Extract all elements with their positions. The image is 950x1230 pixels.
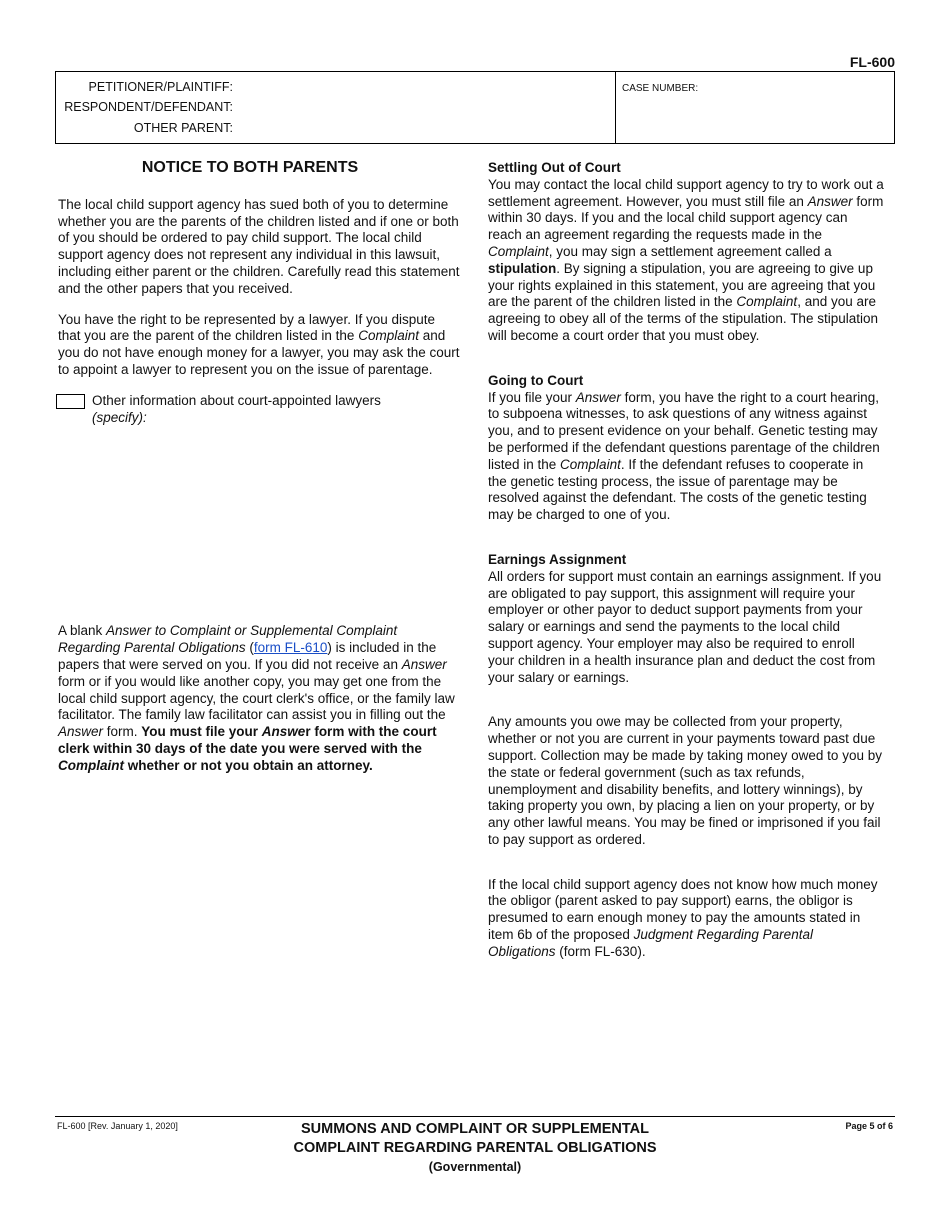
going-heading: Going to Court [488, 372, 584, 388]
earnings-section [488, 552, 884, 686]
text-bold: You must file your [141, 724, 262, 740]
text: A blank [58, 623, 107, 639]
other-parent-label: OTHER PARENT: [133, 121, 233, 135]
going-section [488, 373, 884, 524]
caption-box [55, 71, 895, 144]
footer-title-line3: (Governmental) [428, 1160, 522, 1174]
text: You have the right to be represented by a lawyer. If you dispute that you are the parent of the children listed in the [58, 311, 435, 344]
left-column [58, 160, 460, 775]
checkbox-label [92, 393, 381, 427]
text-bold-italic: Complaint [58, 757, 124, 773]
answer-paragraph [58, 623, 460, 774]
lawyer-paragraph [58, 312, 460, 379]
form-id: FL-600 [849, 54, 895, 70]
party-fields [56, 72, 616, 143]
text-bold: r form with the court clerk within 30 days of the date you were served with the [58, 724, 437, 756]
text-bold: whether or not you obtain an attorney. [124, 757, 373, 773]
petitioner-label: PETITIONER/PLAINTIFF: [88, 80, 233, 94]
case-number-field[interactable] [616, 72, 894, 143]
text-italic: Answer [401, 656, 447, 672]
going-text: If you file your Answer form, you have the right to a court hearing, to subpoena witnesses, to ask questions of any witness against you, and to present evidence on your behalf. Genetic testing may be performed if the defendant questions parentage of the children listed in the Complaint. If the defendant refuses to cooperate in the genetic testing process, the issue of parentage may be resolved against the defendant. The costs of the genetic testing may be charged to one of you. [488, 389, 880, 523]
text: form or if you would like another copy, you may get one from the local child support agency, the court clerk's office, or the family law facilitator. The family law facilitator can assist you in filling out the [58, 673, 455, 723]
text: form. [103, 724, 142, 740]
amounts-paragraph: Any amounts you owe may be collected from your property, whether or not you are current in your payments toward past due support. Collection may be made by taking money owed to you by the state or federal government (such as tax refunds, unemployment and disability benefits, and lottery winnings), by taking property you own, by placing a lien on your property, or by any other lawful means. You may be fined or imprisoned if you fail to pay support as ordered. [488, 714, 882, 847]
text-italic: Answer to Complaint or Supplemental Complaint Regarding Parental Obligations [58, 623, 398, 656]
specify-text: (specify): [92, 409, 147, 425]
form-revision: FL-600 [Rev. January 1, 2020] [57, 1121, 178, 1131]
earnings-heading: Earnings Assignment [488, 551, 627, 567]
form-fl-610-link[interactable]: form FL-610 [253, 640, 328, 656]
text: ) is included in the papers that were served on you. If you did not receive an [58, 640, 437, 672]
settling-text: You may contact the local child support agency to try to work out a settlement agreement. However, you must still file an Answer form within 30 days. If you and the local child support agency can reach an agreement regarding the requests made in the Complaint, you may sign a settlement agreement called a stipulation. By signing a stipulation, you are agreeing to give up your rights explained in this statement, you are agreeing that you are the parent of the children listed in the Complaint, and you are agreeing to obey all of the terms of the stipulation. The stipulation will become a court order that you must obey. [488, 176, 884, 343]
page-number: Page 5 of 6 [845, 1121, 893, 1131]
text-bold-italic: Answe [261, 724, 306, 740]
respondent-label: RESPONDENT/DEFENDANT: [64, 100, 233, 114]
footer-title [250, 1120, 700, 1177]
earnings-text: All orders for support must contain an earnings assignment. If you are obligated to pay support, this assignment will require your employer or other payor to deduct support payments from your salary or earnings and send the payments to the local child support agency. Your employer may also be required to enroll your children in a health insurance plan and deduct the cost from your salary or earnings. [488, 568, 882, 685]
text: ( [245, 640, 254, 656]
text-italic: Complaint [358, 328, 419, 344]
footer-title-line1: SUMMONS AND COMPLAINT OR SUPPLEMENTAL [301, 1121, 649, 1137]
settling-section [488, 160, 884, 345]
court-lawyers-checkbox[interactable] [56, 394, 85, 409]
settling-heading: Settling Out of Court [488, 160, 621, 175]
right-column [488, 160, 884, 961]
footer-divider [55, 1116, 895, 1117]
checkbox-text: Other information about court-appointed lawyers [92, 392, 381, 408]
court-lawyers-option [56, 393, 460, 427]
obligor-paragraph: If the local child support agency does not know how much money the obligor (parent asked to pay support) earns, the obligor is presumed to earn enough money to pay the amounts stated in item 6b of the proposed Judgment Regarding Parental Obligations (form FL-630). [488, 876, 878, 959]
notice-title: NOTICE TO BOTH PARENTS [141, 159, 359, 176]
footer-title-line2: COMPLAINT REGARDING PARENTAL OBLIGATIONS [293, 1140, 657, 1156]
case-number-label: CASE NUMBER: [622, 83, 699, 94]
intro-paragraph: The local child support agency has sued both of you to determine whether you are the parents of the children listed and if one or both of you should be ordered to pay child support. The local child support agency does not represent any individual in this lawsuit, including either parent or the children. Carefully read this statement and the other papers that you received. [58, 196, 460, 296]
text: and you do not have enough money for a lawyer, you may ask the court to appoint a lawyer to represent you on the issue of parentage. [58, 328, 460, 377]
text-italic: Answer [58, 724, 104, 740]
